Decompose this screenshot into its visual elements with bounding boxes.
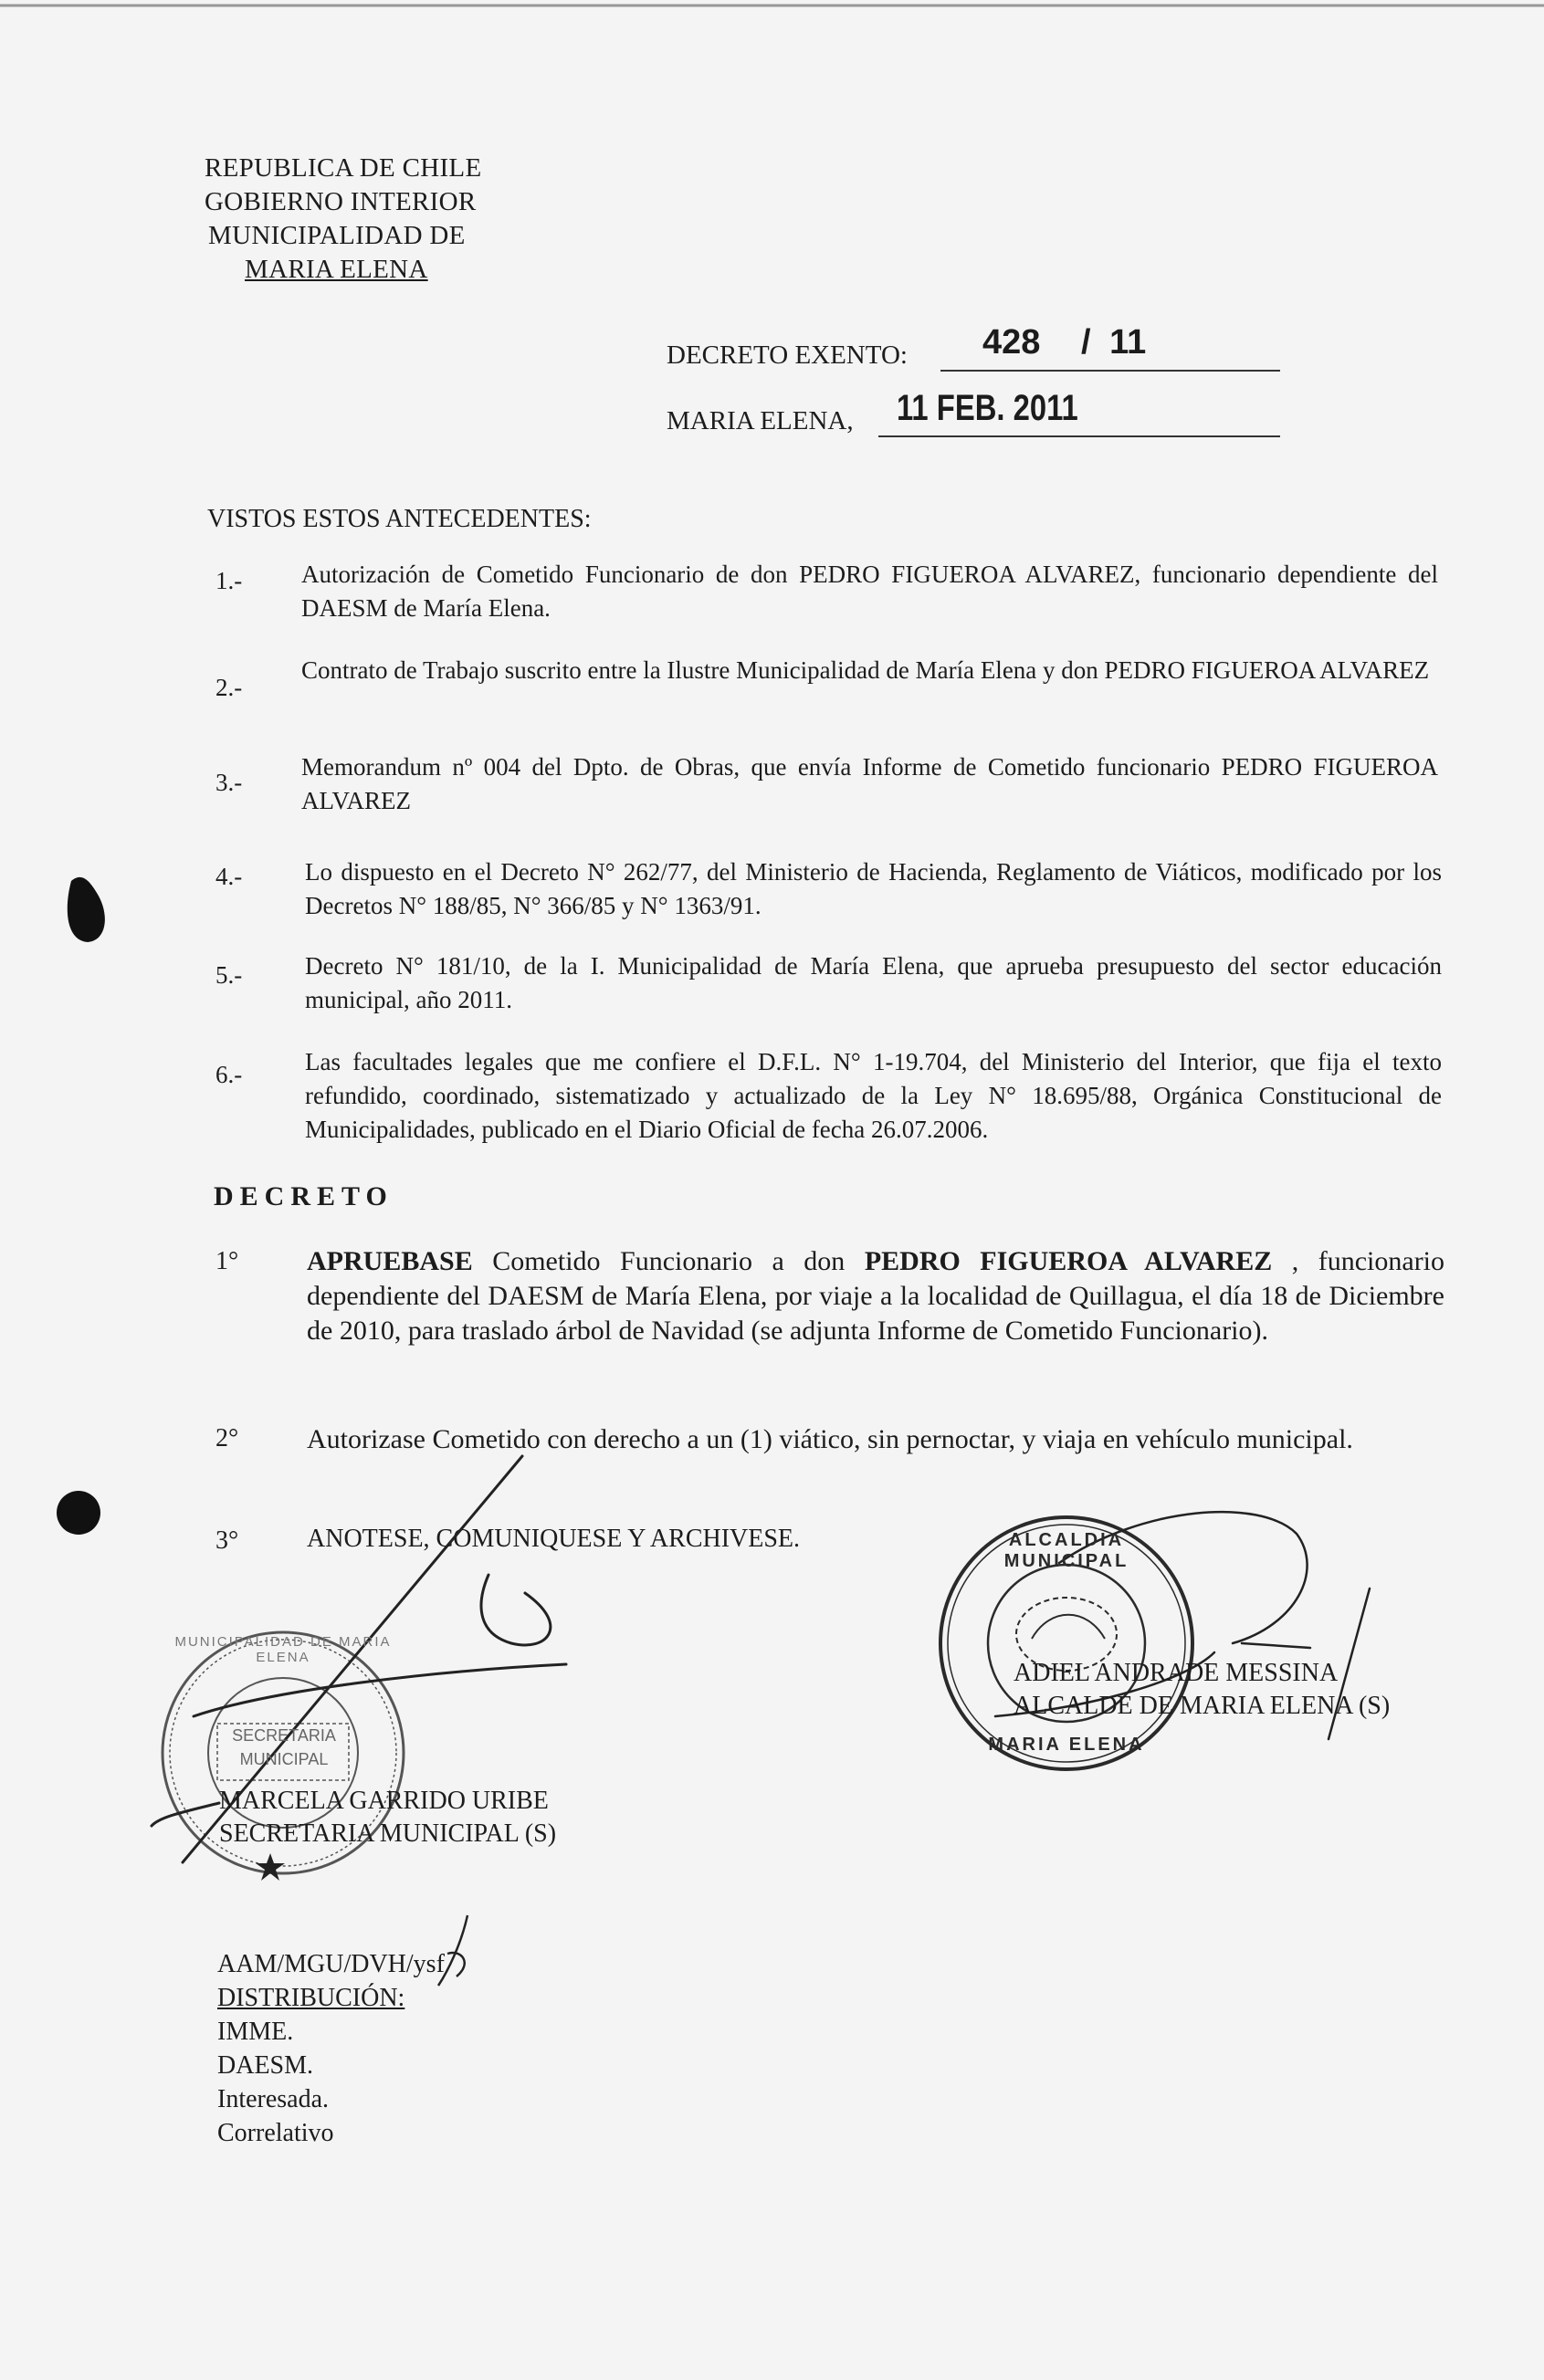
right-seal-bottom-text: MARIA ELENA [988,1735,1145,1755]
vistos-item-number: 3.- [215,769,243,796]
letterhead-line-town: MARIA ELENA [245,255,428,284]
punch-hole-icon [57,1491,100,1535]
left-seal-inner-text: SECRETARIA MUNICIPAL [232,1726,336,1768]
right-signatory-name: ADIEL ANDRADE MESSINA [1014,1659,1339,1687]
decreto-item-number: 1° [215,1247,239,1275]
right-seal-top-text: ALCALDIA MUNICIPAL [1003,1530,1129,1571]
left-signatory-name: MARCELA GARRIDO URIBE [219,1787,549,1815]
document-initials: AAM/MGU/DVH/ysf [217,1950,445,1978]
vistos-item-text: Las facultades legales que me confiere el D.F.L. N° 1-19.704, del Ministerio del Interior, que fija el texto refundido, coordinado, sistematizado y actualizado de la Ley N° 18.695/88, Orgánica Constitucional de Municipalidades, publicado en el Diario Oficial de fecha 26.07.2006. [305,1048,1442,1143]
vistos-item-text: Memorandum nº 004 del Dpto. de Obras, que envía Informe de Cometido funcionario PEDRO FIGUEROA ALVAREZ [301,753,1438,814]
decreto-item-text: Autorizase Cometido con derecho a un (1) viático, sin pernoctar, y viaja en vehículo municipal. [307,1424,1353,1454]
vistos-item-number: 2.- [215,674,243,701]
distribution-item: Correlativo [217,2119,334,2147]
vistos-item-text: Contrato de Trabajo suscrito entre la Ilustre Municipalidad de María Elena y don PEDRO FIGUEROA ALVAREZ [301,656,1430,684]
decreto-person-name: PEDRO FIGUEROA ALVAREZ [864,1246,1273,1276]
distribution-item: DAESM. [217,2051,314,2080]
right-signatory-block [1014,1657,1390,1723]
vistos-item-number: 6.- [215,1061,243,1088]
letterhead-line-municipality: MUNICIPALIDAD DE [208,221,466,250]
left-signatory-role: SECRETARIA MUNICIPAL (S) [219,1819,557,1848]
distribution-heading: DISTRIBUCIÓN: [217,1984,405,2012]
decreto-item-text: APRUEBASE Cometido Funcionario a don PEDRO FIGUEROA ALVAREZ , funcionario dependiente del DAESM de María Elena, por viaje a la localidad de Quillagua, el día 18 de Diciembre de 2010, para traslado árbol de Navidad (se adjunta Informe de Cometido Funcionario). [307,1246,1445,1346]
star-icon [256,1853,285,1881]
decreto-item-number: 3° [215,1526,239,1555]
decreto-item-text: ANOTESE, COMUNIQUESE Y ARCHIVESE. [307,1525,801,1553]
decree-number-value: 428 / 11 [982,323,1147,362]
distribution-item: Interesada. [217,2085,330,2113]
vistos-item-number: 1.- [215,567,243,594]
left-signatory-block [219,1785,556,1851]
vistos-item-number: 5.- [215,961,243,989]
punch-hole-icon [68,877,105,942]
distribution-block [217,1947,445,2150]
letterhead-line-country: REPUBLICA DE CHILE [205,153,482,183]
decree-place-label: MARIA ELENA, [667,406,854,435]
letterhead-line-government: GOBIERNO INTERIOR [205,187,477,216]
decree-number-label: DECRETO EXENTO: [667,341,908,370]
vistos-item-text: Decreto N° 181/10, de la I. Municipalidad de María Elena, que aprueba presupuesto del sector educación municipal, año 2011. [305,952,1442,1013]
decree-date-value: 11 FEB. 2011 [897,388,1078,428]
vistos-item-text: Lo dispuesto en el Decreto N° 262/77, del Ministerio de Hacienda, Reglamento de Viáticos, modificado por los Decretos N° 188/85, N° 366/85 y N° 1363/91. [305,858,1442,919]
decreto-item-number: 2° [215,1424,239,1452]
distribution-item: IMME. [217,2018,294,2046]
vistos-heading: VISTOS ESTOS ANTECEDENTES: [207,505,592,533]
right-signatory-role: ALCALDE DE MARIA ELENA (S) [1014,1692,1391,1720]
decreto-approve-word: APRUEBASE [307,1246,473,1276]
vistos-item-number: 4.- [215,863,243,890]
vistos-item-text: Autorización de Cometido Funcionario de don PEDRO FIGUEROA ALVAREZ, funcionario dependiente del DAESM de María Elena. [301,561,1438,622]
decreto-heading: DECRETO [214,1181,394,1211]
left-seal-outer-text: MUNICIPALIDAD DE MARIA ELENA [174,1634,392,1665]
